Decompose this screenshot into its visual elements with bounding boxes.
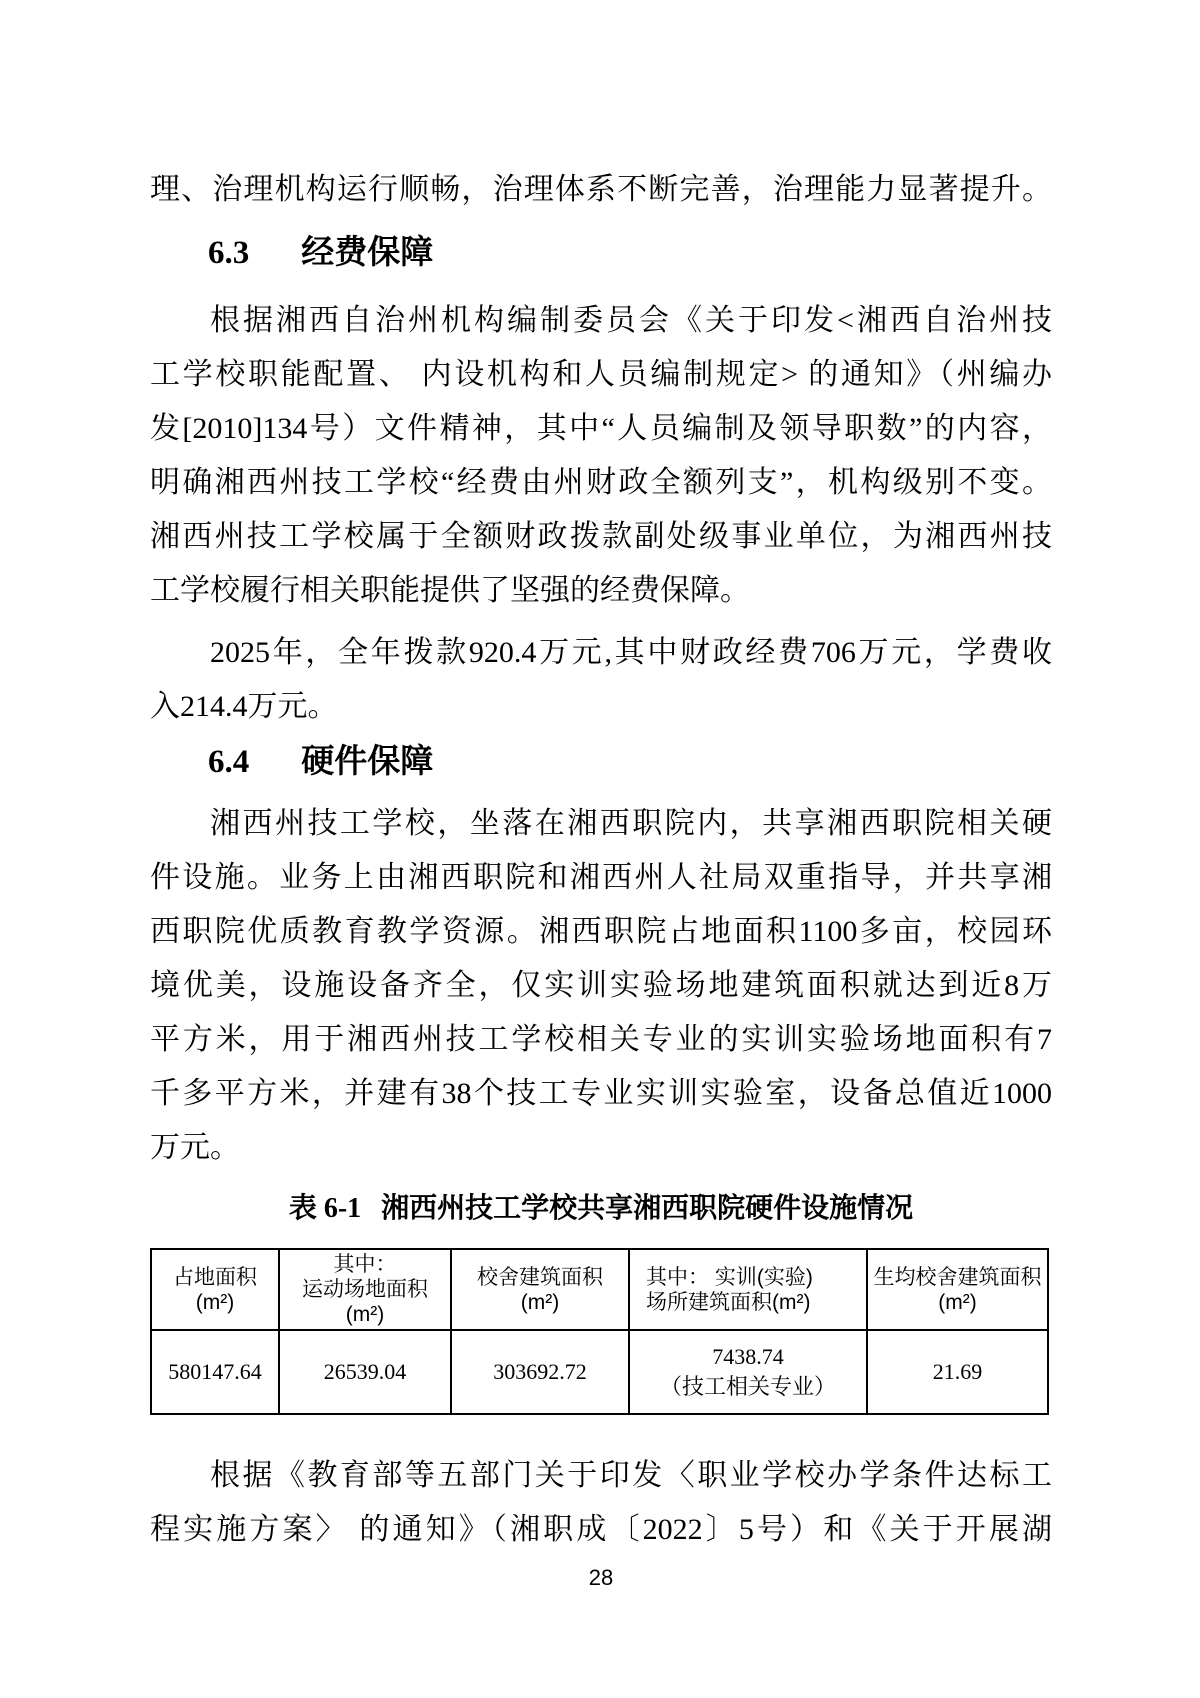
header-line: (m²) <box>520 1290 560 1314</box>
paragraph-line: 西职院优质教育教学资源。湘西职院占地面积1100多亩，校园环 <box>150 915 1052 948</box>
section-6-3-heading <box>150 225 1052 280</box>
paragraph-line: 湘西州技工学校属于全额财政拨款副处级事业单位，为湘西州技 <box>150 520 1052 553</box>
section-number: 6.4 <box>208 744 250 780</box>
paragraph-line: 湘西州技工学校，坐落在湘西职院内，共享湘西职院相关硬 <box>210 807 1052 840</box>
header-line: 校舍建筑面积 <box>477 1265 603 1289</box>
paragraph-line: 2025年，全年拨款920.4万元,其中财政经费706万元，学费收 <box>210 636 1052 669</box>
page-number: 28 <box>588 1565 614 1590</box>
section-number: 6.3 <box>208 235 250 271</box>
cell-building-area-value: 303692.72 <box>451 1330 629 1414</box>
table-caption-title: 湘西州技工学校共享湘西职院硬件设施情况 <box>381 1192 914 1223</box>
table-header-row <box>151 1249 1048 1330</box>
section-6-4-paragraph-1 <box>150 797 1052 1175</box>
cell-training-area-value <box>629 1330 867 1414</box>
header-line: 占地面积 <box>173 1265 257 1289</box>
section-6-3-paragraph-2 <box>150 626 1052 734</box>
header-cell-sports-area <box>279 1249 451 1330</box>
header-cell-land-area <box>151 1249 279 1330</box>
paragraph-line: 工学校职能配置、 内设机构和人员编制规定> 的通知》（州编办 <box>150 358 1052 391</box>
paragraph-line: 平方米，用于湘西州技工学校相关专业的实训实验场地面积有7 <box>150 1023 1052 1056</box>
paragraph-line: 万元。 <box>150 1131 240 1164</box>
paragraph-line: 明确湘西州技工学校“经费由州财政全额列支”，机构级别不变。 <box>150 466 1052 499</box>
section-title: 经费保障 <box>301 233 434 270</box>
paragraph-line: 发[2010]134号）文件精神，其中“人员编制及领导职数”的内容， <box>150 412 1052 445</box>
paragraph-line: 程实施方案〉 的通知》（湘职成〔2022〕5号）和《关于开展湖 <box>150 1513 1052 1546</box>
paragraph-line: 根据《教育部等五部门关于印发〈职业学校办学条件达标工 <box>210 1459 1052 1492</box>
table-caption-label: 表 6-1 <box>288 1193 362 1224</box>
paragraph-line: 千多平方米，并建有38个技工专业实训实验室，设备总值近1000 <box>150 1077 1052 1110</box>
header-line: (m²) <box>938 1290 977 1314</box>
closing-paragraph <box>150 1449 1052 1557</box>
header-line: 运动场地面积 <box>302 1278 428 1301</box>
header-cell-per-student-area <box>867 1249 1048 1330</box>
facilities-table <box>150 1248 1049 1415</box>
section-6-4-heading <box>150 734 1052 789</box>
cell-line: （技工相关专业） <box>659 1374 836 1399</box>
cell-per-student-area-value: 21.69 <box>867 1330 1048 1414</box>
header-line: 生均校舍建筑面积 <box>873 1265 1042 1289</box>
header-line: (m²) <box>345 1303 385 1326</box>
paragraph-line: 件设施。业务上由湘西职院和湘西州人社局双重指导，并共享湘 <box>150 861 1052 894</box>
table-data-row <box>151 1330 1048 1414</box>
paragraph-line: 根据湘西自治州机构编制委员会《关于印发<湘西自治州技 <box>210 304 1052 337</box>
header-line: (m²) <box>195 1290 235 1314</box>
header-line: 其中： <box>333 1253 397 1276</box>
cell-land-area-value: 580147.64 <box>151 1330 279 1414</box>
header-cell-building-area <box>451 1249 629 1330</box>
header-cell-training-area <box>629 1249 867 1330</box>
section-6-3-paragraph-1 <box>150 294 1052 618</box>
header-line: 其中： 实训(实验) <box>646 1265 813 1289</box>
cell-line: 7438.74 <box>712 1344 784 1369</box>
cell-sports-area-value: 26539.04 <box>279 1330 451 1414</box>
paragraph-line: 境优美，设施设备齐全，仅实训实验场地建筑面积就达到近8万 <box>150 969 1052 1002</box>
leading-paragraph-line: 理、治理机构运行顺畅，治理体系不断完善，治理能力显著提升。 <box>150 173 1052 206</box>
paragraph-line: 入214.4万元。 <box>150 690 338 723</box>
paragraph-line: 工学校履行相关职能提供了坚强的经费保障。 <box>150 574 750 607</box>
table-caption <box>150 1181 1052 1236</box>
section-title: 硬件保障 <box>301 742 434 779</box>
header-line: 场所建筑面积(m²) <box>646 1290 811 1314</box>
